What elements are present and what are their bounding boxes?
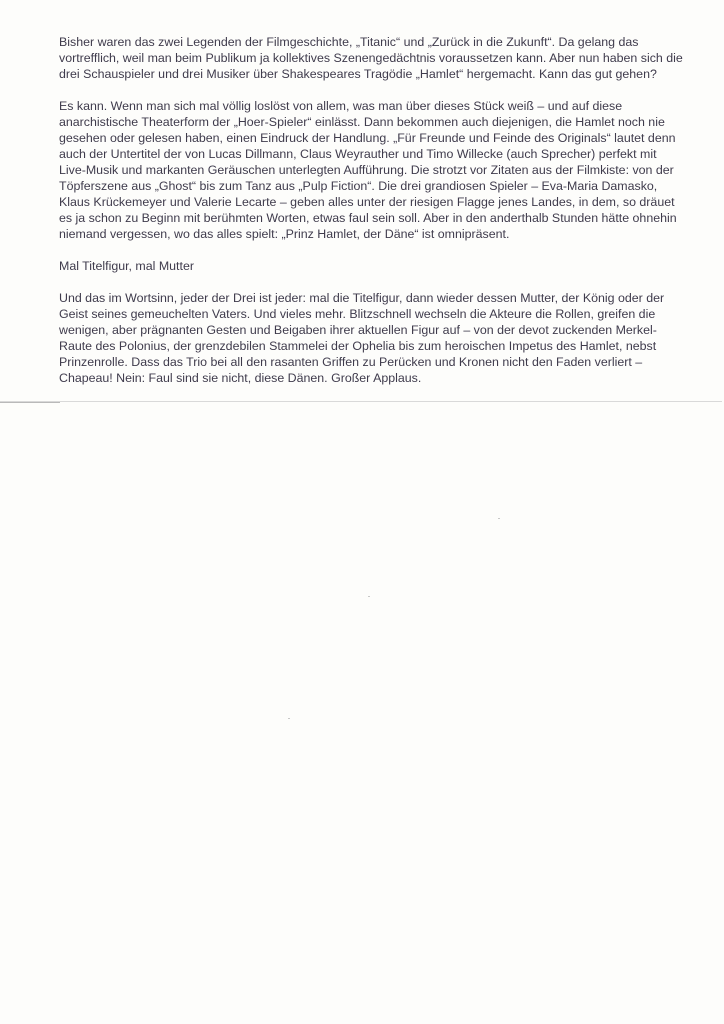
paragraph-closing: Und das im Wortsinn, jeder der Drei ist jeder: mal die Titelfigur, dann wieder dessen Mutter, der König oder der Geist seines gemeuchelten Vaters. Und vieles mehr. Blitzschnell wechseln die Akteure die Rollen, greifen die wenigen, aber prägnanten Gesten und Beigaben ihrer aktuellen Figur auf – von der devot zuckenden Merkel-Raute des Polonius, der grenzdebilen Stammelei der Ophelia bis zum heroischen Impetus des Hamlet, nebst Prinzenrolle. Dass das Trio bei all den rasanten Griffen zu Perücken und Kronen nicht den Faden verliert – Chapeau! Nein: Faul sind sie nicht, diese Dänen. Großer Applaus. — [59, 291, 665, 385]
paragraph-main: Es kann. Wenn man sich mal völlig loslöst von allem, was man über dieses Stück weiß – und auf diese anarchistische Theaterform der „Hoer-Spieler“ einlässt. Dann bekommen auch diejenigen, die Hamlet noch nie gesehen oder gelesen haben, einen Eindruck der Handlung. „Für Freunde und Feinde des Originals“ lautet denn auch der Untertitel der von Lucas Dillmann, Claus Weyrauther und Timo Willecke (auch Sprecher) perfekt mit Live-Musik und markanten Geräuschen unterlegten Aufführung. Die strotzt vor Zitaten aus der Filmkiste: von der Töpferszene aus „Ghost“ bis zum Tanz aus „Pulp Fiction“. Die drei grandiosen Spieler – Eva-Maria Damasko, Klaus Krückemeyer und Valerie Lecarte – geben alles unter der riesigen Flagge jenes Landes, in dem, so dräuet es ja schon zu Beginn mit berühmten Worten, etwas faul sein soll. Aber in den anderthalb Stunden hätte ohnehin niemand vergessen, wo das alles spielt: „Prinz Hamlet, der Däne“ ist omnipräsent. — [59, 99, 677, 241]
scan-speck — [498, 518, 500, 519]
paragraph-intro: Bisher waren das zwei Legenden der Filmgeschichte, „Titanic“ und „Zurück in die Zukunft“. Da gelang das vortrefflich, weil man beim Publikum ja kollektives Szenengedächtnis voraussetzen kann. Aber nun haben sich die drei Schauspieler und drei Musiker über Shakespeares Tragödie „Hamlet“ hergemacht. Kann das gut gehen? — [59, 35, 683, 81]
scan-speck — [288, 718, 290, 719]
scan-speck — [368, 596, 370, 597]
divider-line — [0, 401, 722, 402]
subheading: Mal Titelfigur, mal Mutter — [59, 259, 194, 273]
divider-line-edge — [0, 402, 60, 403]
article-body — [59, 34, 683, 402]
